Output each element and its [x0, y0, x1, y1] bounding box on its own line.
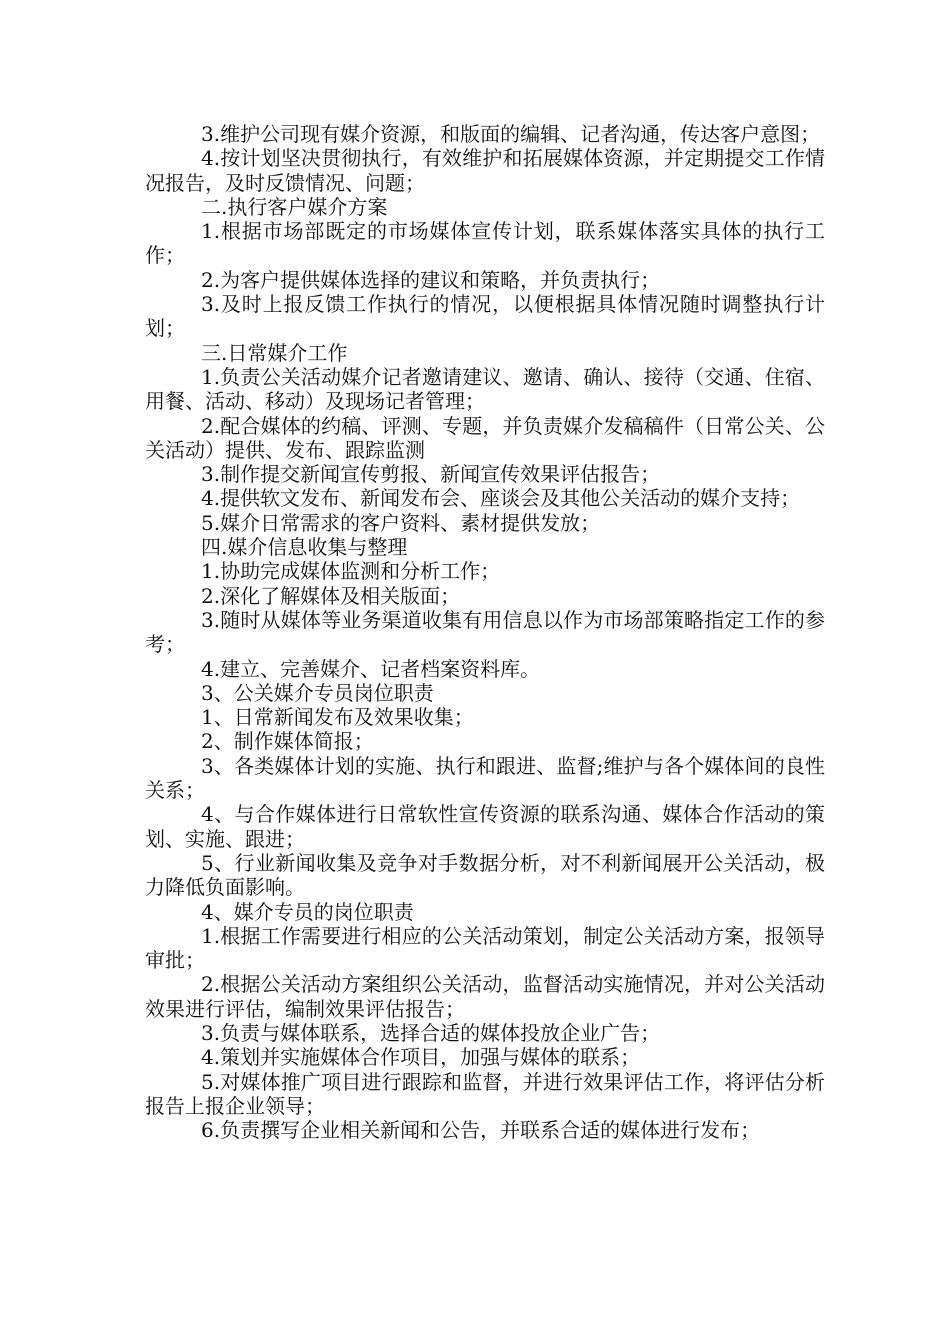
paragraph-8: 3.制作提交新闻宣传剪报、新闻宣传效果评估报告；	[201, 462, 661, 487]
section-heading-6: 4、媒介专员的岗位职责	[201, 899, 414, 924]
paragraph-3: 1.根据市场部既定的市场媒体宣传计划，联系媒体落实具体的执行工作；	[145, 219, 825, 268]
paragraph-2: 4.按计划坚决贯彻执行，有效维护和拓展媒体资源，并定期提交工作情况报告，及时反馈情况、问题；	[145, 146, 825, 195]
paragraph-20: 1.根据工作需要进行相应的公关活动策划，制定公关活动方案，报领导审批；	[145, 923, 825, 973]
section-heading-4: 四.媒介信息收集与整理	[201, 535, 408, 560]
paragraph-22: 3.负责与媒体联系，选择合适的媒体投放企业广告；	[201, 1020, 661, 1045]
section-heading-3: 三.日常媒介工作	[201, 340, 348, 365]
paragraph-5: 3.及时上报反馈工作执行的情况，以便根据具体情况随时调整执行计划；	[145, 292, 825, 341]
paragraph-12: 2.深化了解媒体及相关版面；	[201, 583, 461, 608]
paragraph-13: 3.随时从媒体等业务渠道收集有用信息以作为市场部策略指定工作的参考；	[145, 607, 825, 657]
paragraph-6: 1.负责公关活动媒介记者邀请建议、邀请、确认、接待（交通、住宿、用餐、活动、移动）及现场记者管理；	[145, 364, 825, 414]
paragraph-1: 3.维护公司现有媒介资源，和版面的编辑、记者沟通，传达客户意图；	[201, 122, 821, 146]
paragraph-24: 5.对媒体推广项目进行跟踪和监督，并进行效果评估工作，将评估分析报告上报企业领导；	[145, 1069, 825, 1118]
paragraph-17: 3、各类媒体计划的实施、执行和跟进、监督;维护与各个媒体间的良性关系；	[145, 753, 825, 803]
paragraph-11: 1.协助完成媒体监测和分析工作；	[201, 559, 501, 584]
paragraph-25: 6.负责撰写企业相关新闻和公告，并联系合适的媒体进行发布；	[201, 1118, 761, 1143]
section-heading-5: 3、公关媒介专员岗位职责	[201, 680, 434, 705]
paragraph-14: 4.建立、完善媒介、记者档案资料库。	[201, 656, 541, 681]
paragraph-7: 2.配合媒体的约稿、评测、专题，并负责媒介发稿稿件（日常公关、公关活动）提供、发布、跟踪监测	[145, 413, 825, 462]
paragraph-23: 4.策划并实施媒体合作项目，加强与媒体的联系；	[201, 1045, 641, 1070]
paragraph-19: 5、行业新闻收集及竞争对手数据分析，对不利新闻展开公关活动，极力降低负面影响。	[145, 850, 825, 900]
document-body	[145, 122, 825, 1142]
paragraph-15: 1、日常新闻发布及效果收集；	[201, 705, 474, 730]
paragraph-16: 2、制作媒体简报；	[201, 729, 374, 754]
paragraph-4: 2.为客户提供媒体选择的建议和策略，并负责执行；	[201, 267, 661, 292]
paragraph-18: 4、与合作媒体进行日常软性宣传资源的联系沟通、媒体合作活动的策划、实施、跟进；	[145, 802, 825, 851]
paragraph-10: 5.媒介日常需求的客户资料、素材提供发放；	[201, 510, 601, 535]
paragraph-9: 4.提供软文发布、新闻发布会、座谈会及其他公关活动的媒介支持；	[201, 486, 801, 511]
paragraph-21: 2.根据公关活动方案组织公关活动，监督活动实施情况，并对公关活动效果进行评估，编制效果评估报告；	[145, 972, 825, 1021]
section-heading-2: 二.执行客户媒介方案	[201, 194, 388, 219]
